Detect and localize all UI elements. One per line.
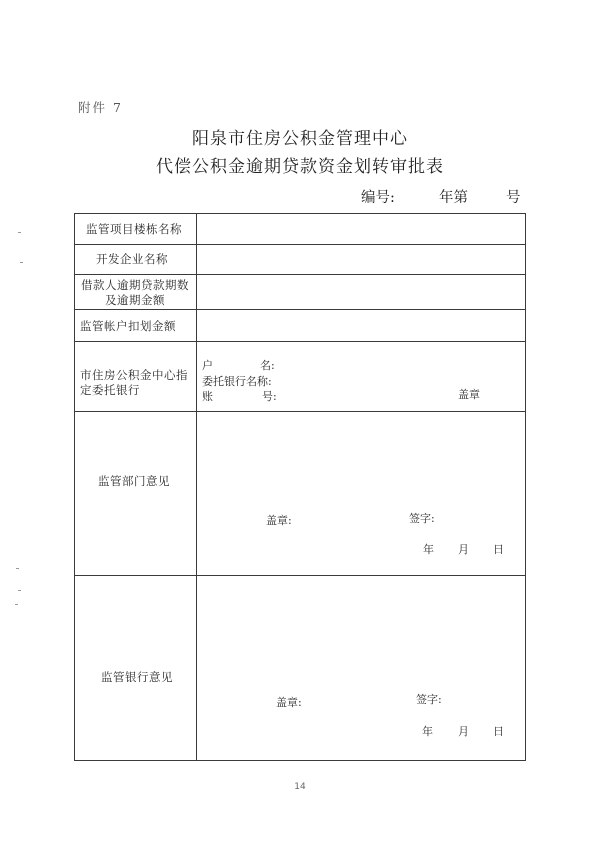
overdue-label-line1: 借款人逾期贷款期数 [81,278,189,292]
bank-opinion-seal-label: 盖章: [276,696,302,709]
designated-bank-label-line1: 市住房公积金中心指 [80,368,188,382]
bank-opinion-signature-label: 签字: [416,693,442,706]
bank-opinion-date-day: 日 [493,725,504,738]
deduct-amount-label: 监管帐户扣划金额 [80,319,176,333]
supervision-bank-label: 监管银行意见 [101,670,173,684]
document-title-line2: 代偿公积金逾期贷款资金划转审批表 [156,157,444,177]
table-column-divider [196,213,197,761]
project-name-label: 监管项目楼栋名称 [86,222,182,236]
bank-seal-label: 盖章 [458,388,480,401]
account-no-label-a: 账 [202,390,213,403]
scan-speck [18,590,21,591]
document-title-line1: 阳泉市住房公积金管理中心 [192,129,408,149]
designated-bank-label-line2: 定委托银行 [80,383,140,397]
dept-date-day: 日 [493,543,504,556]
table-row-divider [74,575,526,576]
table-row-divider [74,341,526,342]
dept-seal-label: 盖章: [266,514,292,527]
table-row-divider [74,274,526,275]
attachment-label: 附件 7 [78,100,123,115]
scan-speck [18,232,21,233]
scan-speck [15,604,18,605]
table-row-divider [74,411,526,412]
serial-year-no: 年第 [439,190,468,206]
serial-no: 号 [506,190,521,206]
dept-date-month: 月 [458,543,469,556]
account-name-label-a: 户 [202,359,213,372]
table-row-divider [74,244,526,245]
scan-speck [20,262,23,263]
serial-label: 编号: [361,190,395,206]
table-row-divider [74,309,526,310]
bank-opinion-date-year: 年 [422,725,433,738]
dept-signature-label: 签字: [409,512,435,525]
bank-name-label: 委托银行名称: [202,375,272,388]
bank-opinion-date-month: 月 [458,725,469,738]
dept-date-year: 年 [423,543,434,556]
account-no-label-b: 号: [262,390,277,403]
developer-label: 开发企业名称 [96,252,168,266]
account-name-label-b: 名: [260,359,275,372]
page-number: 14 [294,782,306,792]
scan-speck [16,568,19,569]
overdue-label-line2: 及逾期金额 [105,293,165,307]
supervision-dept-label: 监管部门意见 [98,474,170,488]
